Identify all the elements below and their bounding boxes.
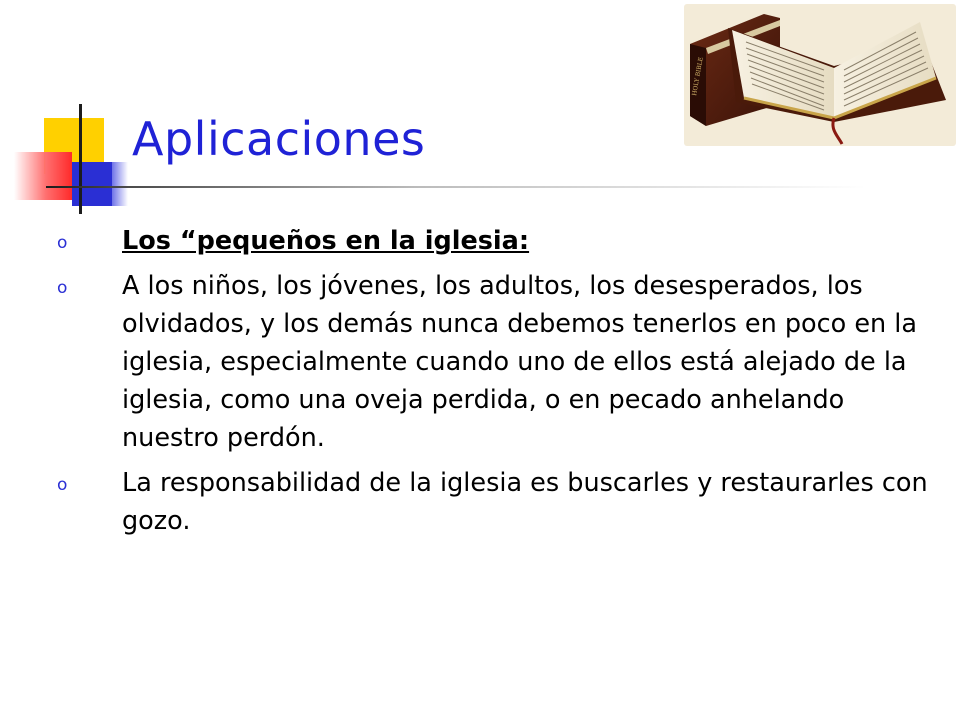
bullet-item: [56, 267, 936, 457]
title-underline-rule: [46, 186, 866, 188]
open-bible-illustration: [684, 4, 956, 146]
bible-spine-text: HOLY BIBLE: [691, 56, 705, 97]
decor-blue-square: [72, 162, 112, 206]
bullet-text: A los niños, los jóvenes, los adultos, los desesperados, los olvidados, y los demás nunca debemos tenerlos en poco en la iglesia, especialmente cuando uno de ellos está alejado de la iglesia, como una oveja perdida, o en pecado anhelando nuestro perdón.: [122, 271, 918, 453]
decor-red-square: [14, 152, 72, 200]
bullet-item: [56, 222, 936, 260]
bullet-marker-icon: o: [57, 475, 68, 495]
ribbon-bookmark: [833, 118, 842, 144]
decor-vertical-line: [79, 104, 82, 214]
bullet-marker-icon: o: [57, 278, 68, 298]
bullet-item: [56, 464, 936, 540]
bullet-text: La responsabilidad de la iglesia es buscarles y restaurarles con gozo.: [122, 468, 928, 536]
slide-title: Aplicaciones: [132, 112, 426, 166]
bullet-marker-icon: o: [57, 233, 68, 253]
bullet-heading-text: Los “pequeños en la iglesia:: [122, 226, 530, 256]
decor-blue-fade: [112, 162, 128, 206]
bullet-list: [56, 222, 936, 547]
bible-image: [684, 4, 956, 146]
